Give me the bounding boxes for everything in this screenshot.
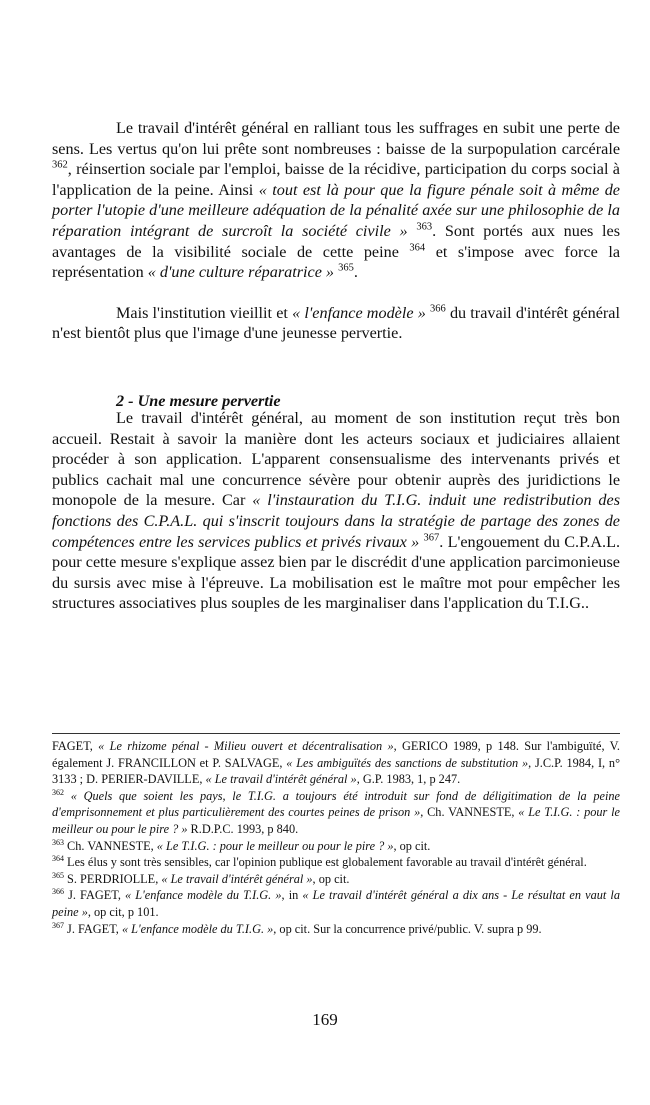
footnote-ref: 362: [52, 787, 64, 797]
footnote-ref: 367: [423, 532, 440, 544]
text-run: Les élus y sont très sensibles, car l'opinion publique est globalement favorable au travail d'intérêt général.: [63, 855, 587, 870]
text-run: « Les ambiguïtés des sanctions de substitution »: [286, 755, 529, 770]
text-run: Mais l'institution vieillit et: [116, 303, 293, 322]
footnote-ref: 363: [52, 837, 64, 847]
text-run: « L'enfance modèle du T.I.G. »: [125, 888, 282, 903]
footnote: [52, 738, 620, 788]
footnote-367: [52, 921, 620, 938]
text-run: , réinsertion sociale par l'emploi, baisse de la récidive, participation du corps social à l'application de la peine. Ainsi: [52, 160, 620, 199]
main-text: [52, 118, 620, 614]
text-run: , Ch. VANNESTE,: [420, 805, 519, 820]
footnote-ref: 366: [430, 303, 446, 315]
text-run: .: [353, 263, 358, 282]
text-run: R.D.P.C. 1993, p 840.: [187, 821, 299, 836]
text-run: FAGET,: [52, 739, 99, 753]
footnote-ref: 364: [52, 854, 64, 864]
footnote-ref: 366: [52, 887, 64, 897]
footnote-ref: 367: [52, 920, 64, 930]
footnote-ref: 363: [416, 221, 433, 233]
text-run: , G.P. 1983, 1, p 247.: [356, 772, 461, 787]
text-run: et s'impose avec force la représentation: [52, 242, 621, 282]
text-run: , in: [281, 888, 303, 903]
text-run: « Le T.I.G. : pour le meilleur ou pour le pire ? »: [52, 805, 620, 836]
text-run: « Le travail d'intérêt général »: [205, 772, 357, 787]
footnote-364: [52, 854, 620, 871]
text-run: Ch. VANNESTE,: [63, 838, 157, 853]
text-run: « L'enfance modèle du T.I.G. »: [121, 921, 274, 936]
footnote-366: [52, 887, 620, 920]
text-run: Le travail d'intérêt général en ralliant tous les suffrages en subit une perte de sens. Les vertus qu'on lui prête sont nombreuses : baisse de la surpopulation carcérale: [52, 119, 620, 158]
text-run: « Le T.I.G. : pour le meilleur ou pour le pire ? »: [156, 838, 394, 853]
footnote-ref: 365: [338, 262, 354, 274]
text-run: . Sont portés aux nues les avantages de la visibilité sociale de cette peine: [52, 221, 620, 261]
text-run: « d'une culture réparatrice »: [147, 263, 335, 282]
text-run: « l'instauration du T.I.G. induit une redistribution des fonctions des C.P.A.L. qui s'inscrit toujours dans la stratégie de partage des zones de compétences entre les services publics et privés rivaux »: [52, 491, 620, 551]
text-run: , GERICO 1989, p 148. Sur l'ambiguïté, V. également J. FRANCILLON et P. SALVAGE,: [52, 739, 620, 770]
text-run: , op cit. Sur la concurrence privé/public. V. supra p 99.: [273, 921, 542, 936]
section-heading: 2 - Une mesure pervertie: [116, 392, 281, 410]
text-run: , op cit.: [393, 838, 431, 853]
footnote-ref: 365: [52, 870, 64, 880]
text-run: J. FAGET,: [63, 921, 122, 936]
paragraph-1: [52, 118, 620, 283]
paragraph-2: [52, 303, 620, 344]
text-run: S. PERDRIOLLE,: [63, 871, 162, 886]
text-run: « l'enfance modèle »: [292, 303, 426, 322]
footnote-363: [52, 838, 620, 855]
text-run: « tout est là pour que la figure pénale soit à même de porter l'utopie d'une meilleure adéquation de la pénalité axée sur une philosophie de la réparation intégrant de surcroît la société civile »: [52, 180, 620, 240]
text-run: , op cit, p 101.: [87, 904, 159, 919]
text-run: [64, 789, 71, 803]
text-run: « Quels que soient les pays, le T.I.G. a toujours été introduit sur fond de déligitimation de la peine d'emprisonnement et plus particulièrement des courtes peines de prison »: [52, 788, 620, 820]
text-run: « Le travail d'intérêt général »: [161, 871, 313, 886]
text-run: « Le rhizome pénal - Milieu ouvert et décentralisation »: [98, 739, 394, 753]
footnote-362: [52, 788, 620, 838]
text-run: du travail d'intérêt général n'est bientôt plus que l'image d'une jeunesse pervertie.: [52, 303, 620, 343]
footnote-divider: [52, 733, 620, 734]
text-run: , op cit.: [312, 871, 350, 886]
footnote-365: [52, 871, 620, 888]
paragraph-3: [52, 408, 620, 614]
text-run: Le travail d'intérêt général, au moment de son institution reçut très bon accueil. Restait à savoir la manière dont les acteurs sociaux et judiciaires allaient procéder à son application. L'apparent consensualisme des intervenants privés et publics cachait mal une concurrence sévère pour obtenir auprès des juridictions le monopole de la mesure. Car: [52, 408, 620, 510]
page-number: 169: [312, 1010, 338, 1029]
text-run: . L'engouement du C.P.A.L. pour cette mesure s'explique assez bien par le discrédit d'une application parcimonieuse du sursis avec mise à l'épreuve. La mobilisation est le maître mot pour empêcher les structures associatives plus souples de les marginaliser dans l'application du T.I.G..: [52, 532, 620, 613]
footnote-ref: 364: [409, 242, 426, 254]
text-run: J. FAGET,: [63, 888, 126, 903]
text-run: « Le travail d'intérêt général a dix ans - Le résultat en vaut la peine »: [52, 888, 620, 919]
text-run: , J.C.P. 1984, I, n° 3133 ; D. PERIER-DAVILLE,: [52, 755, 620, 787]
footnotes: [52, 738, 620, 937]
footnote-ref: 362: [52, 159, 68, 171]
